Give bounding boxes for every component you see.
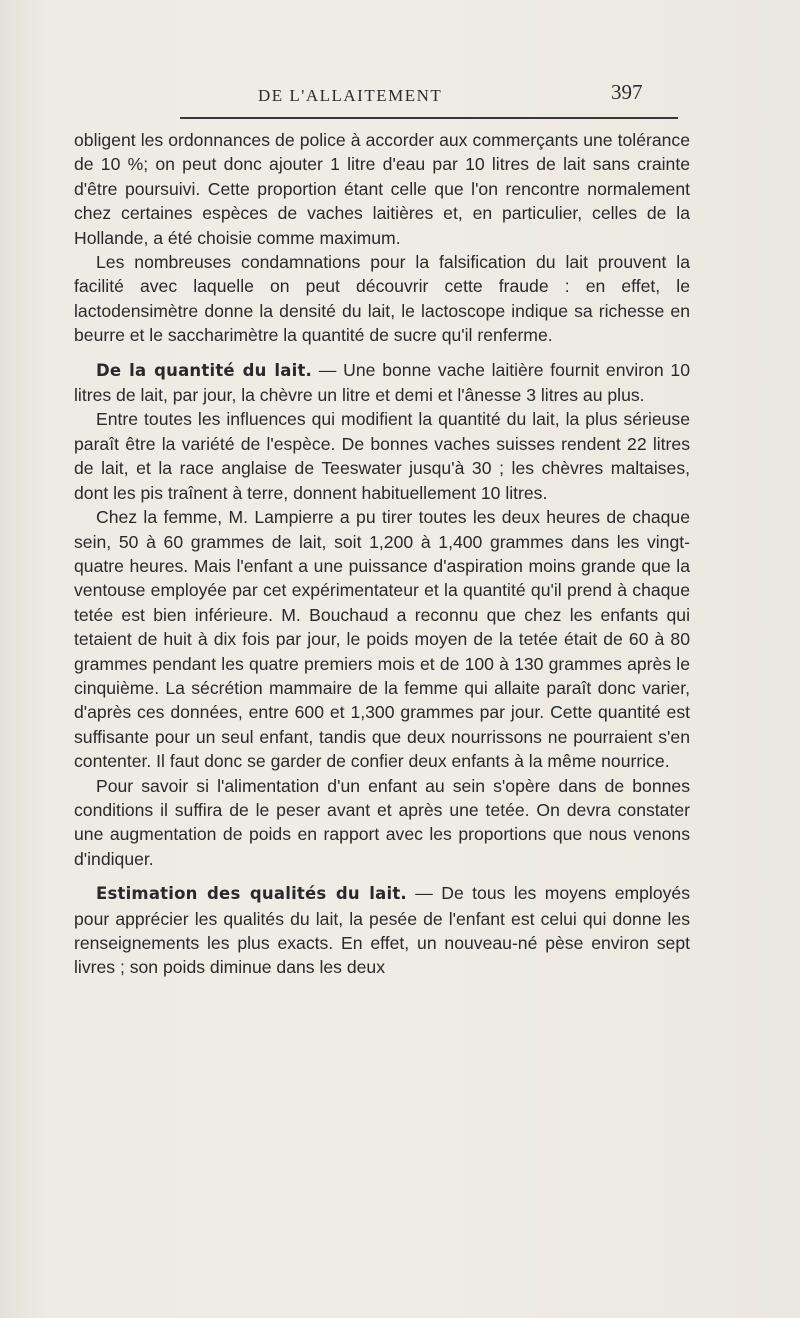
- page-number: 397: [611, 80, 643, 104]
- paragraph: [74, 774, 690, 872]
- paragraph-text: obligent les ordonnances de police à accorder aux commerçants une tolérance de 10 %; on peut donc ajouter 1 litre d'eau par 10 litres de lait sans crainte d'être poursuivi. Cette proportion étant celle que l'on rencontre normalement chez certaines espèces de vaches laitières et, en particulier, celles de la Hollande, a été choisie comme maximum.: [74, 130, 690, 248]
- paragraph: [74, 505, 690, 773]
- section-paragraph: [74, 881, 690, 980]
- paragraph-text: Chez la femme, M. Lampierre a pu tirer toutes les deux heures de chaque sein, 50 à 60 grammes de lait, soit 1,200 à 1,400 grammes dans les vingt-quatre heures. Mais l'enfant a une puissance d'aspiration moins grande que la ventouse employée par cet expérimentateur et la quantité qu'il prend à chaque tetée est bien inférieure. M. Bouchaud a reconnu que chez les enfants qui tetaient de huit à dix fois par jour, le poids moyen de la tetée était de 60 à 80 grammes pendant les quatre premiers mois et de 100 à 130 grammes après le cinquième. La sécrétion mammaire de la femme qui allaite paraît donc varier, d'après ces données, entre 600 et 1,300 grammes par jour. Cette quantité est suffisante pour un seul enfant, tandis que deux nourrissons ne pourraient s'en contenter. Il faut donc se garder de confier deux enfants à la même nourrice.: [74, 507, 690, 772]
- section-heading: De la quantité du lait.: [96, 360, 313, 380]
- paragraph: [74, 250, 690, 348]
- paragraph-text: — Une bonne vache laitière fournit environ 10 litres de lait, par jour, la chèvre un litre et demi et l'ânesse 3 litres au plus.: [74, 359, 690, 406]
- body-text: [74, 128, 690, 980]
- running-title: DE L'ALLAITEMENT: [258, 86, 443, 105]
- header-rule: [180, 117, 678, 119]
- paragraph-text: Pour savoir si l'alimentation d'un enfant au sein s'opère dans de bonnes conditions il suffira de le peser avant et après une tetée. On devra constater une augmentation de poids en rapport avec les proportions que nous venons d'indiquer.: [74, 775, 690, 869]
- section-paragraph: [74, 358, 690, 408]
- paragraph-text: — De tous les moyens employés pour apprécier les qualités du lait, la pesée de l'enfant est celui qui donne les renseignements les plus exacts. En effet, un nouveau-né pèse environ sept livres ; son poids diminue dans les deux: [74, 883, 690, 978]
- paragraph: [74, 407, 690, 505]
- page-header: [0, 80, 800, 108]
- section-heading: Estimation des qualités du lait.: [96, 884, 407, 904]
- paragraph-text: Entre toutes les influences qui modifient la quantité du lait, la plus sérieuse paraît être la variété de l'espèce. De bonnes vaches suisses rendent 22 litres de lait, et la race anglaise de Teeswater jusqu'à 30 ; les chèvres maltaises, dont les pis traînent à terre, donnent habituellement 10 litres.: [74, 409, 690, 503]
- paragraph: [74, 128, 690, 250]
- paragraph-text: Les nombreuses condamnations pour la falsification du lait prouvent la facilité avec laquelle on peut découvrir cette fraude : en effet, le lactodensimètre donne la densité du lait, le lactoscope indique sa richesse en beurre et le saccharimètre la quantité de sucre qu'il renferme.: [74, 252, 690, 346]
